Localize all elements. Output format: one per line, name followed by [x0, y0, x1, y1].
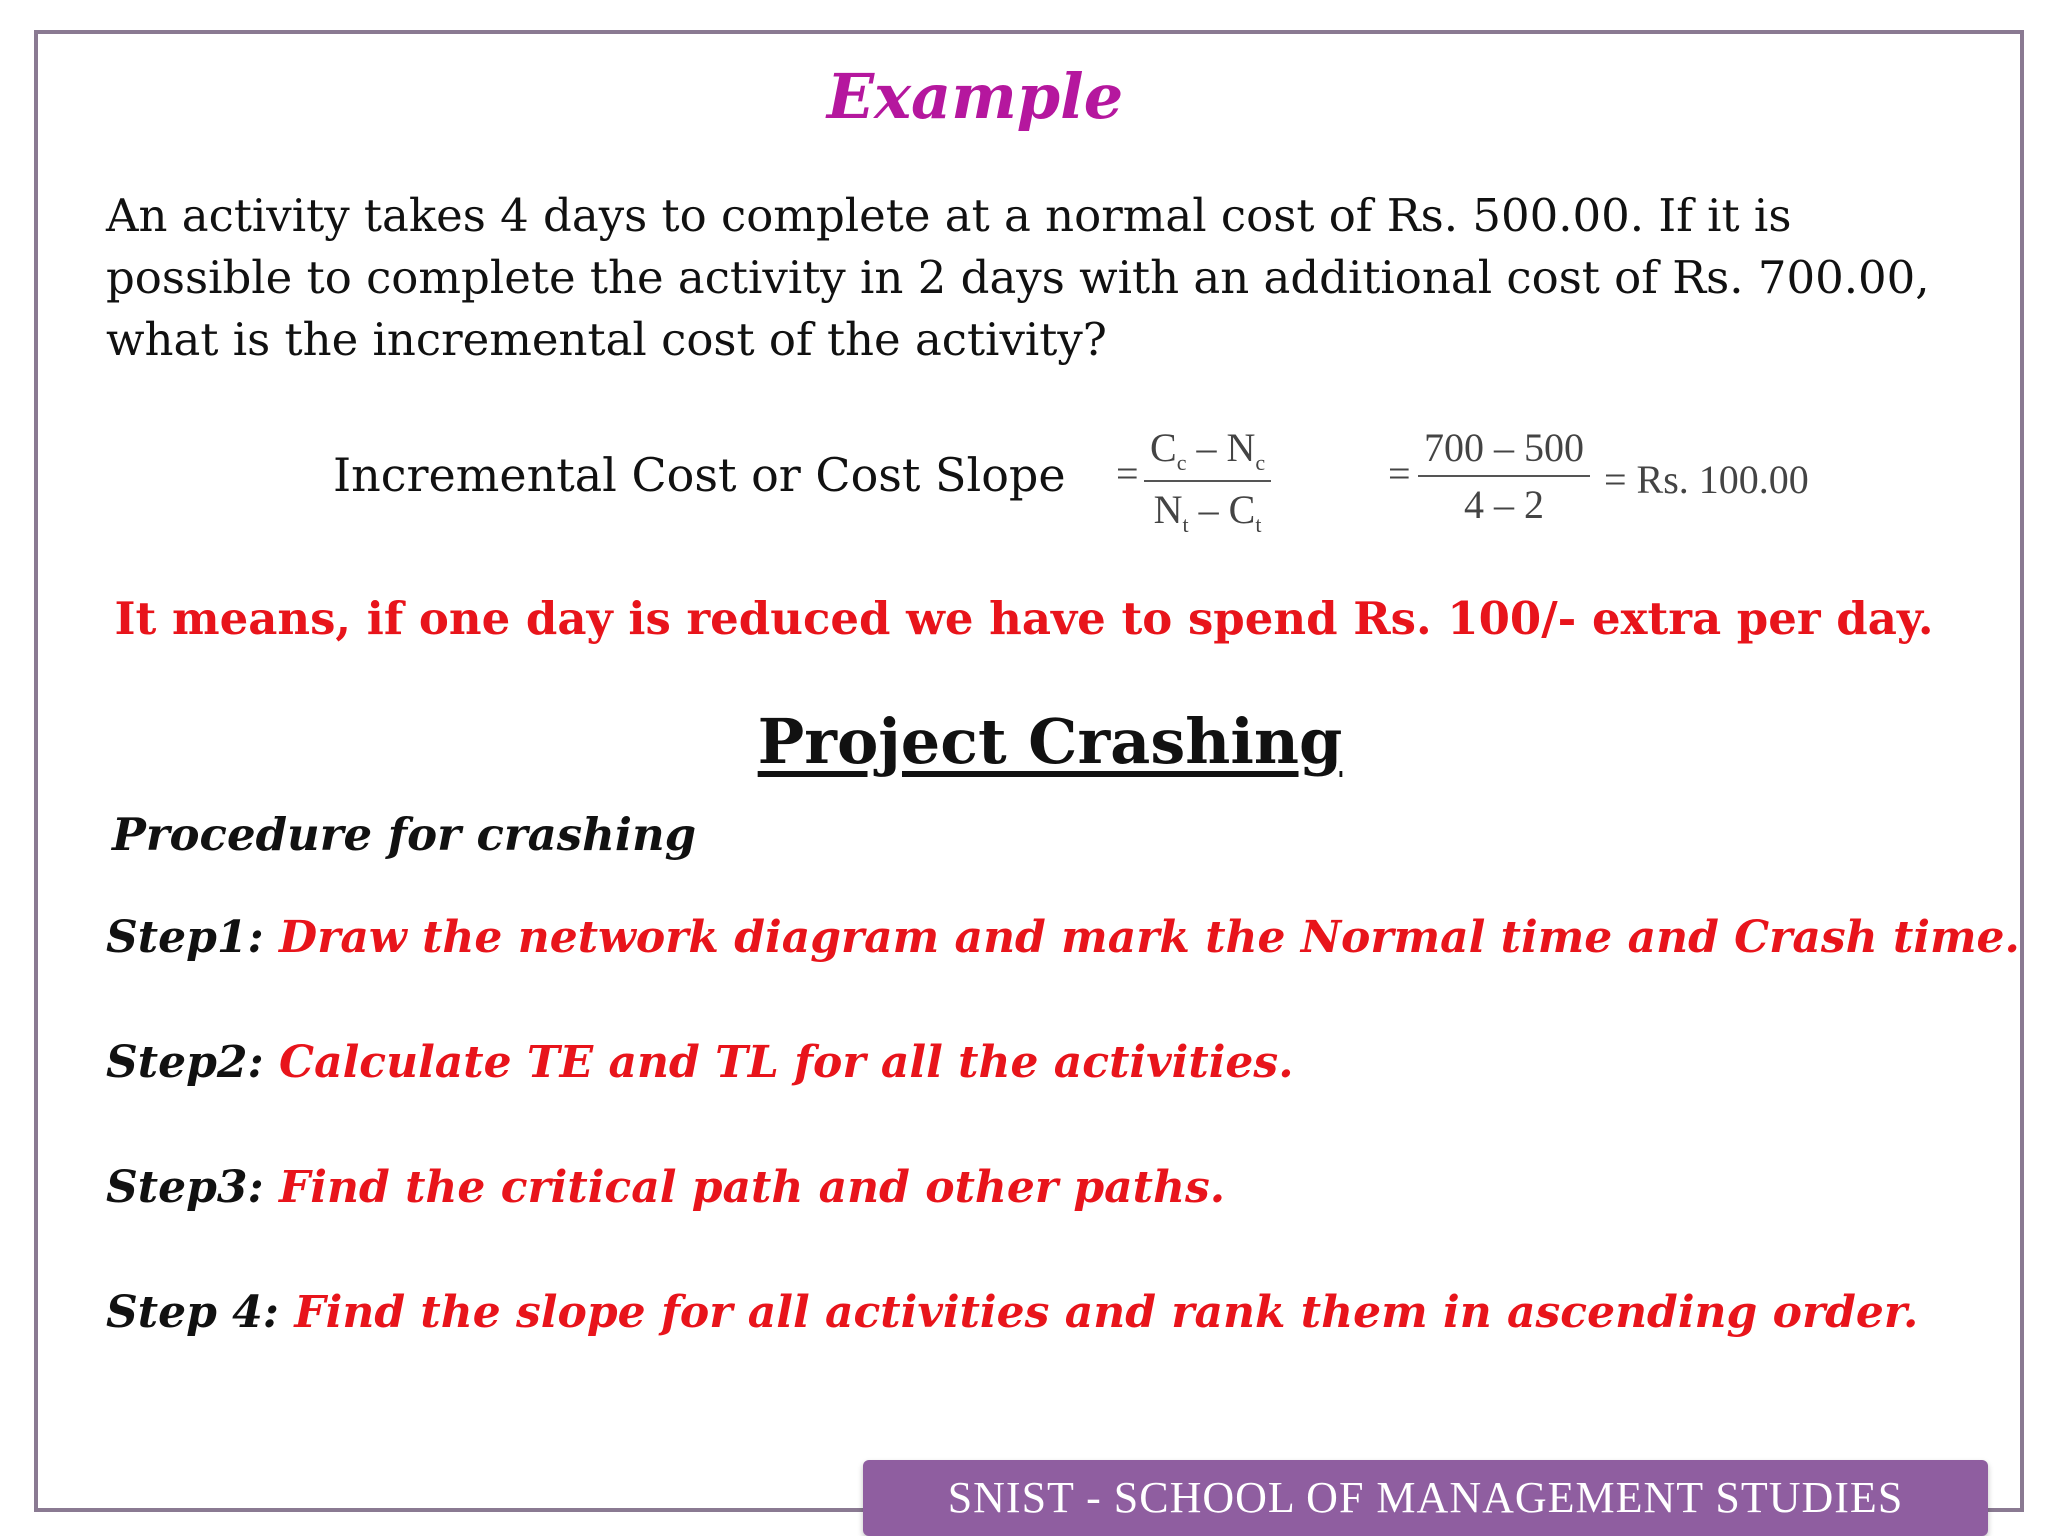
- step-text: Find the slope for all activities and rank them in ascending order.: [294, 1287, 1919, 1338]
- symbolic-fraction: [1144, 424, 1271, 538]
- numeric-numerator: 700 – 500: [1418, 424, 1590, 477]
- step-4: [106, 1287, 1918, 1338]
- formula-label: Incremental Cost or Cost Slope: [333, 448, 1066, 502]
- step-label: Step3:: [106, 1162, 264, 1213]
- numeric-denominator: 4 – 2: [1464, 482, 1544, 527]
- symbolic-numerator: $C_c - N_c$: [1144, 424, 1271, 482]
- equals-sign: =: [1116, 451, 1139, 496]
- formula-row: [0, 420, 2048, 540]
- step-text: Draw the network diagram and mark the Normal time and Crash time.: [279, 912, 2020, 963]
- procedure-label: Procedure for crashing: [112, 808, 697, 861]
- step-text: Calculate TE and TL for all the activities.: [279, 1037, 1294, 1088]
- symbolic-denominator: $N_t - C_t$: [1153, 487, 1262, 537]
- formula-result: = Rs. 100.00: [1604, 457, 1809, 502]
- equals-sign-2: =: [1388, 451, 1411, 496]
- footer-banner: SNIST - SCHOOL OF MANAGEMENT STUDIES: [863, 1460, 1988, 1536]
- step-label: Step1:: [106, 912, 264, 963]
- step-label: Step 4:: [106, 1287, 280, 1338]
- step-text: Find the critical path and other paths.: [279, 1162, 1226, 1213]
- step-3: [106, 1162, 1225, 1213]
- step-2: [106, 1037, 1294, 1088]
- meaning-statement: It means, if one day is reduced we have to spend Rs. 100/- extra per day.: [114, 592, 1934, 645]
- step-label: Step2:: [106, 1037, 264, 1088]
- step-1: [106, 912, 2020, 963]
- numeric-fraction: [1418, 424, 1590, 528]
- problem-statement: An activity takes 4 days to complete at a normal cost of Rs. 500.00. If it is possible to complete the activity in 2 days with an additional cost of Rs. 700.00, what is the incremental cost of the activity?: [106, 189, 1930, 366]
- section-title: Project Crashing: [757, 705, 1343, 778]
- slide-title: Example: [826, 60, 1124, 133]
